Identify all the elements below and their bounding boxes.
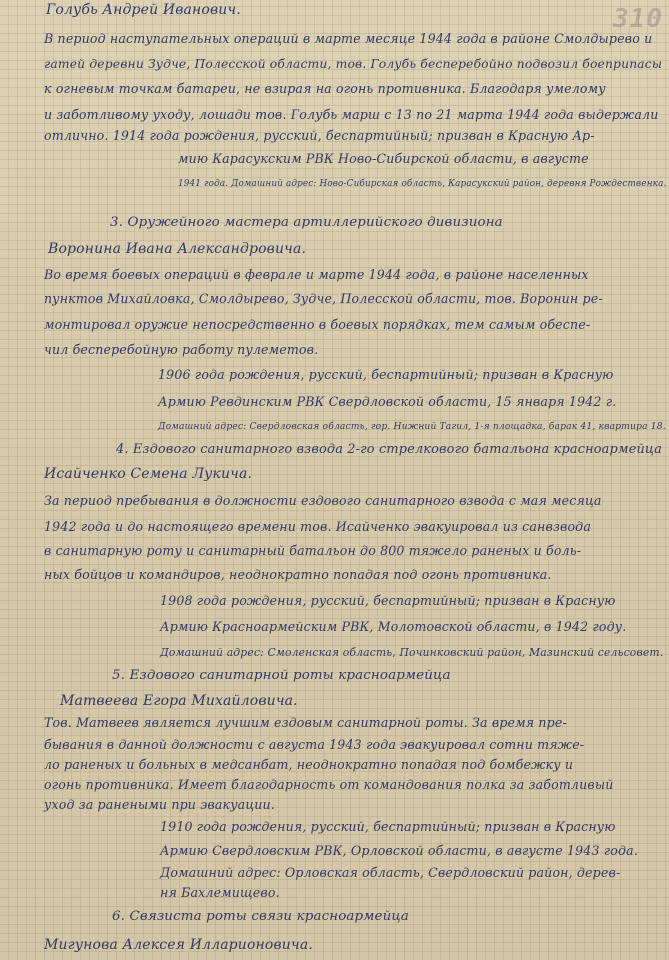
text-line: 1941 года. Домашний адрес: Ново-Сибирская область, Карасукский район, деревня Рождественка. (178, 179, 667, 189)
text-line: Тов. Матвеев является лучшим ездовым санитарной роты. За время пре- (44, 715, 567, 730)
text-line: Армию Ревдинским РВК Свердловской области, 15 января 1942 г. (158, 394, 617, 409)
archive-page-number: 310 (613, 4, 663, 34)
text-line: бывания в данной должности с августа 1943 года эвакуировал сотни тяже- (44, 737, 585, 752)
text-line: к огневым точкам батареи, не взирая на огонь противника. Благодаря умелому (44, 81, 606, 96)
text-line: монтировал оружие непосредственно в боевых порядках, тем самым обеспе- (44, 317, 591, 332)
text-line: Домашний адрес: Свердловская область, гор. Нижний Тагил, 1-я площадка, барак 41, квартира 18. (158, 421, 666, 432)
text-line: 1908 года рождения, русский, беспартийный; призван в Красную (160, 593, 616, 608)
section-heading: 5. Ездового санитарной роты красноармейца (112, 668, 451, 683)
text-line: В период наступательных операций в марте месяце 1944 года в районе Смолдырево и (44, 31, 653, 46)
person-name: Мигунова Алексея Илларионовича. (44, 937, 313, 953)
text-line: отлично. 1914 года рождения, русский, беспартийный; призван в Красную Ар- (44, 128, 595, 143)
text-line: Армию Красноармейским РВК, Молотовской области, в 1942 году. (160, 619, 627, 634)
text-line: 1906 года рождения, русский, беспартийный; призван в Красную (158, 367, 614, 382)
text-line: гатей деревни Зудче, Полесской области, тов. Голубь бесперебойно подвозил боеприпасы (44, 57, 663, 71)
text-line: Домашний адрес: Орловская область, Свердловский район, дерев- (160, 865, 621, 880)
section-heading: 6. Связиста роты связи красноармейца (112, 909, 410, 924)
section-heading: 4. Ездового санитарного взвода 2-го стрелкового батальона красноармейца (116, 442, 662, 457)
text-line: 1910 года рождения, русский, беспартийный; призван в Красную (160, 819, 616, 834)
text-line: Голубь Андрей Иванович. (46, 2, 241, 18)
text-line: мию Карасукским РВК Ново-Сибирской области, в августе (178, 151, 589, 166)
text-line: огонь противника. Имеет благодарность от командования полка за заботливый (44, 777, 614, 792)
text-line: уход за ранеными при эвакуации. (44, 797, 275, 812)
text-line: и заботливому уходу, лошади тов. Голубь марш с 13 по 21 марта 1944 года выдержали (44, 107, 659, 122)
text-line: Армию Свердловским РВК, Орловской области, в августе 1943 года. (160, 843, 638, 858)
text-line: пунктов Михайловка, Смолдырево, Зудче, Полесской области, тов. Воронин ре- (44, 291, 603, 306)
text-line: Во время боевых операций в феврале и марте 1944 года, в районе населенных (44, 267, 589, 282)
section-heading: 3. Оружейного мастера артиллерийского дивизиона (110, 215, 503, 230)
text-line: ня Бахлемищево. (160, 885, 280, 900)
person-name: Воронина Ивана Александровича. (48, 241, 307, 257)
text-line: в санитарную роту и санитарный батальон до 800 тяжело раненых и боль- (44, 543, 582, 558)
text-line: чил бесперебойную работу пулеметов. (44, 342, 319, 357)
text-line: За период пребывания в должности ездового санитарного взвода с мая месяца (44, 493, 602, 508)
person-name: Матвеева Егора Михайловича. (60, 693, 298, 709)
text-line: ных бойцов и командиров, неоднократно попадая под огонь противника. (44, 567, 552, 582)
person-name: Исайченко Семена Лукича. (44, 466, 253, 482)
text-line: Домашний адрес: Смоленская область, Починковский район, Мазинский сельсовет. (160, 646, 664, 659)
text-line: 1942 года и до настоящего времени тов. Исайченко эвакуировал из санвзвода (44, 519, 591, 534)
text-line: ло раненых и больных в медсанбат, неоднократно попадая под бомбежку и (44, 757, 574, 772)
